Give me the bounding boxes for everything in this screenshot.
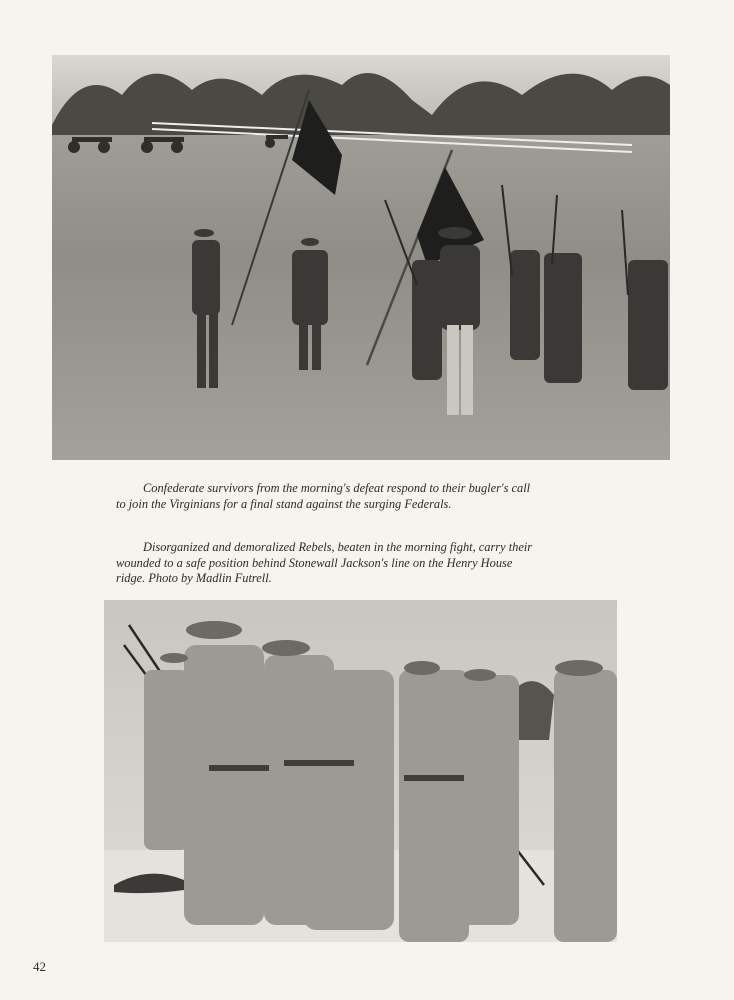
caption-text: to join the Virginians for a final stand against the surging Federals. [116, 496, 452, 511]
caption-text: Confederate survivors from the morning's defeat respond to their bugler's call [143, 481, 531, 495]
caption-top-photo [116, 481, 608, 512]
page-number: 42 [33, 959, 46, 974]
caption-line [116, 571, 608, 587]
caption-bottom-photo [116, 540, 608, 587]
caption-text: wounded to a safe position behind Stonewall Jackson's line on the Henry House [116, 555, 513, 570]
caption-line [116, 481, 608, 497]
photo-confederate-bugler [52, 55, 670, 460]
caption-line [116, 540, 608, 556]
caption-text: Disorganized and demoralized Rebels, beaten in the morning fight, carry their [143, 540, 533, 554]
caption-text: ridge. Photo by Madlin Futrell. [116, 571, 272, 585]
photo-bottom-image [104, 600, 617, 942]
caption-line [116, 497, 608, 513]
photo-top-image [52, 55, 670, 460]
caption-line [116, 556, 608, 572]
photo-rebels-carrying-wounded [104, 600, 617, 942]
